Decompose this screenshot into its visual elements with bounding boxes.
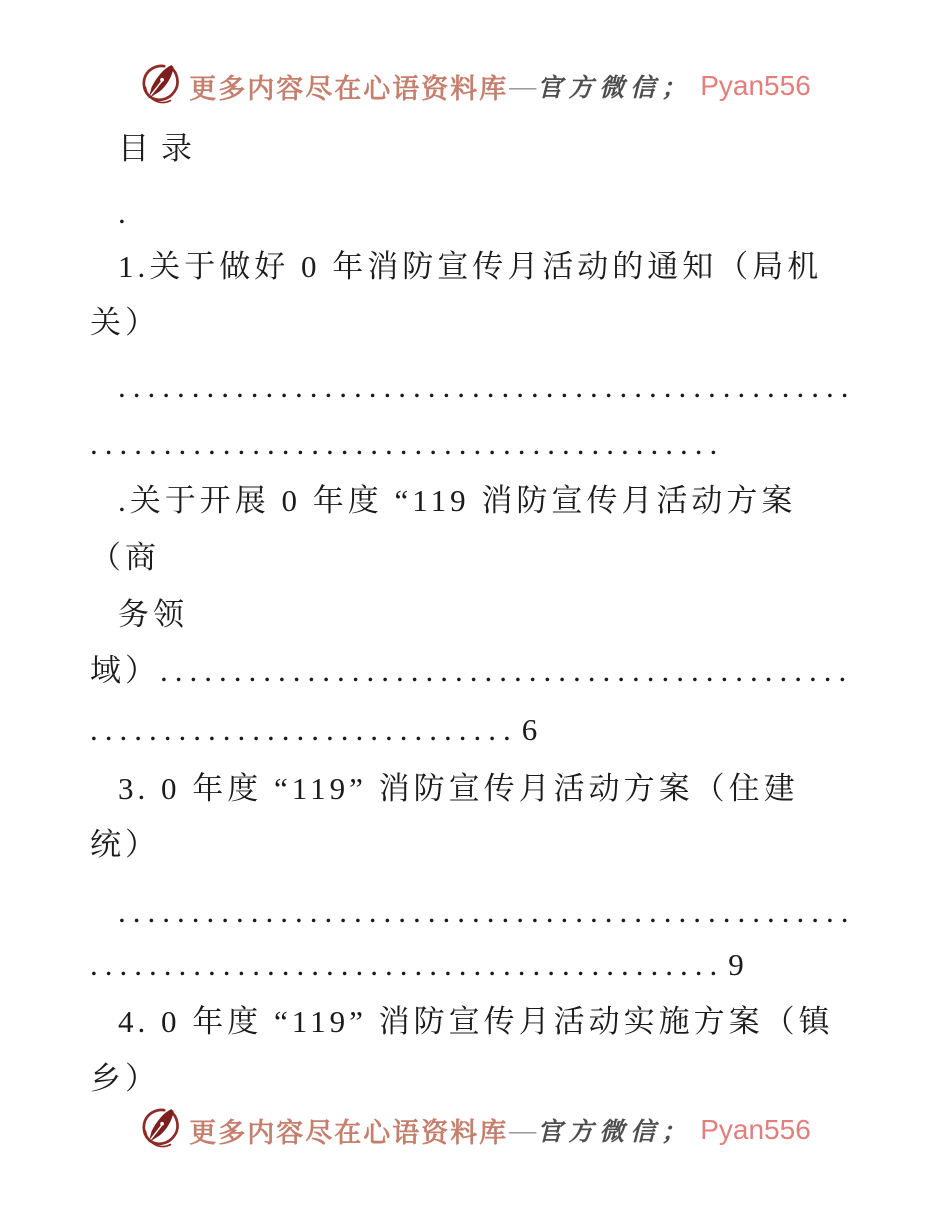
toc-entry-2-leader-dots-1: ............................................... <box>160 653 854 688</box>
watermark-brand-text: 更多内容尽在心语资料库 <box>189 1117 509 1148</box>
toc-entry-2-line-4-text: 域） <box>90 653 160 688</box>
toc-title: 目录 <box>118 131 204 166</box>
toc-entry-2-line-5 <box>90 709 537 751</box>
watermark-wechat-id: Pyan556 <box>700 1114 811 1145</box>
watermark-dash: — <box>509 70 537 101</box>
toc-entry-2-leader-dots-2: ............................. <box>90 712 518 747</box>
pen-nib-logo-icon <box>139 1106 181 1154</box>
toc-entry-4-line-2: 乡） <box>90 1061 160 1096</box>
toc-entry-3-line-2: 统） <box>90 827 160 862</box>
toc-entry-2-line-1: .关于开展 0 年度 “119 消防宣传月活动方案 <box>118 483 797 518</box>
toc-entry-3-leader-dots-1: .................................................. <box>118 894 856 929</box>
toc-entry-1-line-2: 关） <box>90 305 160 340</box>
watermark-header <box>0 62 950 110</box>
toc-entry-1-leader-dots-2: ........................................... <box>90 426 725 461</box>
toc-entry-4-line-1: 4. 0 年度 “119” 消防宣传月活动实施方案（镇 <box>118 1004 834 1039</box>
toc-entry-3-leader-dots-2: ........................................... <box>90 947 725 982</box>
toc-entry-1-line-1: 1.关于做好 0 年消防宣传月活动的通知（局机 <box>118 249 823 284</box>
toc-stray-dot: . <box>118 195 130 230</box>
toc-entry-2-line-3: 务领 <box>118 597 188 632</box>
toc-entry-2-page-number: 6 <box>521 712 538 747</box>
toc-entry-3-line-4 <box>90 944 744 986</box>
watermark-dash: — <box>509 1114 537 1145</box>
toc-entry-3-line-1: 3. 0 年度 “119” 消防宣传月活动方案（住建 <box>118 771 799 806</box>
toc-entry-2-line-4 <box>90 650 853 692</box>
toc-entry-1-leader-dots-1: .................................................. <box>118 369 856 404</box>
toc-entry-3-page-number: 9 <box>728 947 744 982</box>
pen-nib-logo-icon <box>139 62 181 110</box>
watermark-wechat-label: 官方微信； <box>537 1119 693 1146</box>
watermark-brand-text: 更多内容尽在心语资料库 <box>189 73 509 104</box>
toc-entry-2-line-2: （商 <box>90 540 160 575</box>
watermark-wechat-id: Pyan556 <box>700 70 811 101</box>
watermark-wechat-label: 官方微信； <box>537 75 693 102</box>
watermark-footer <box>0 1106 950 1154</box>
